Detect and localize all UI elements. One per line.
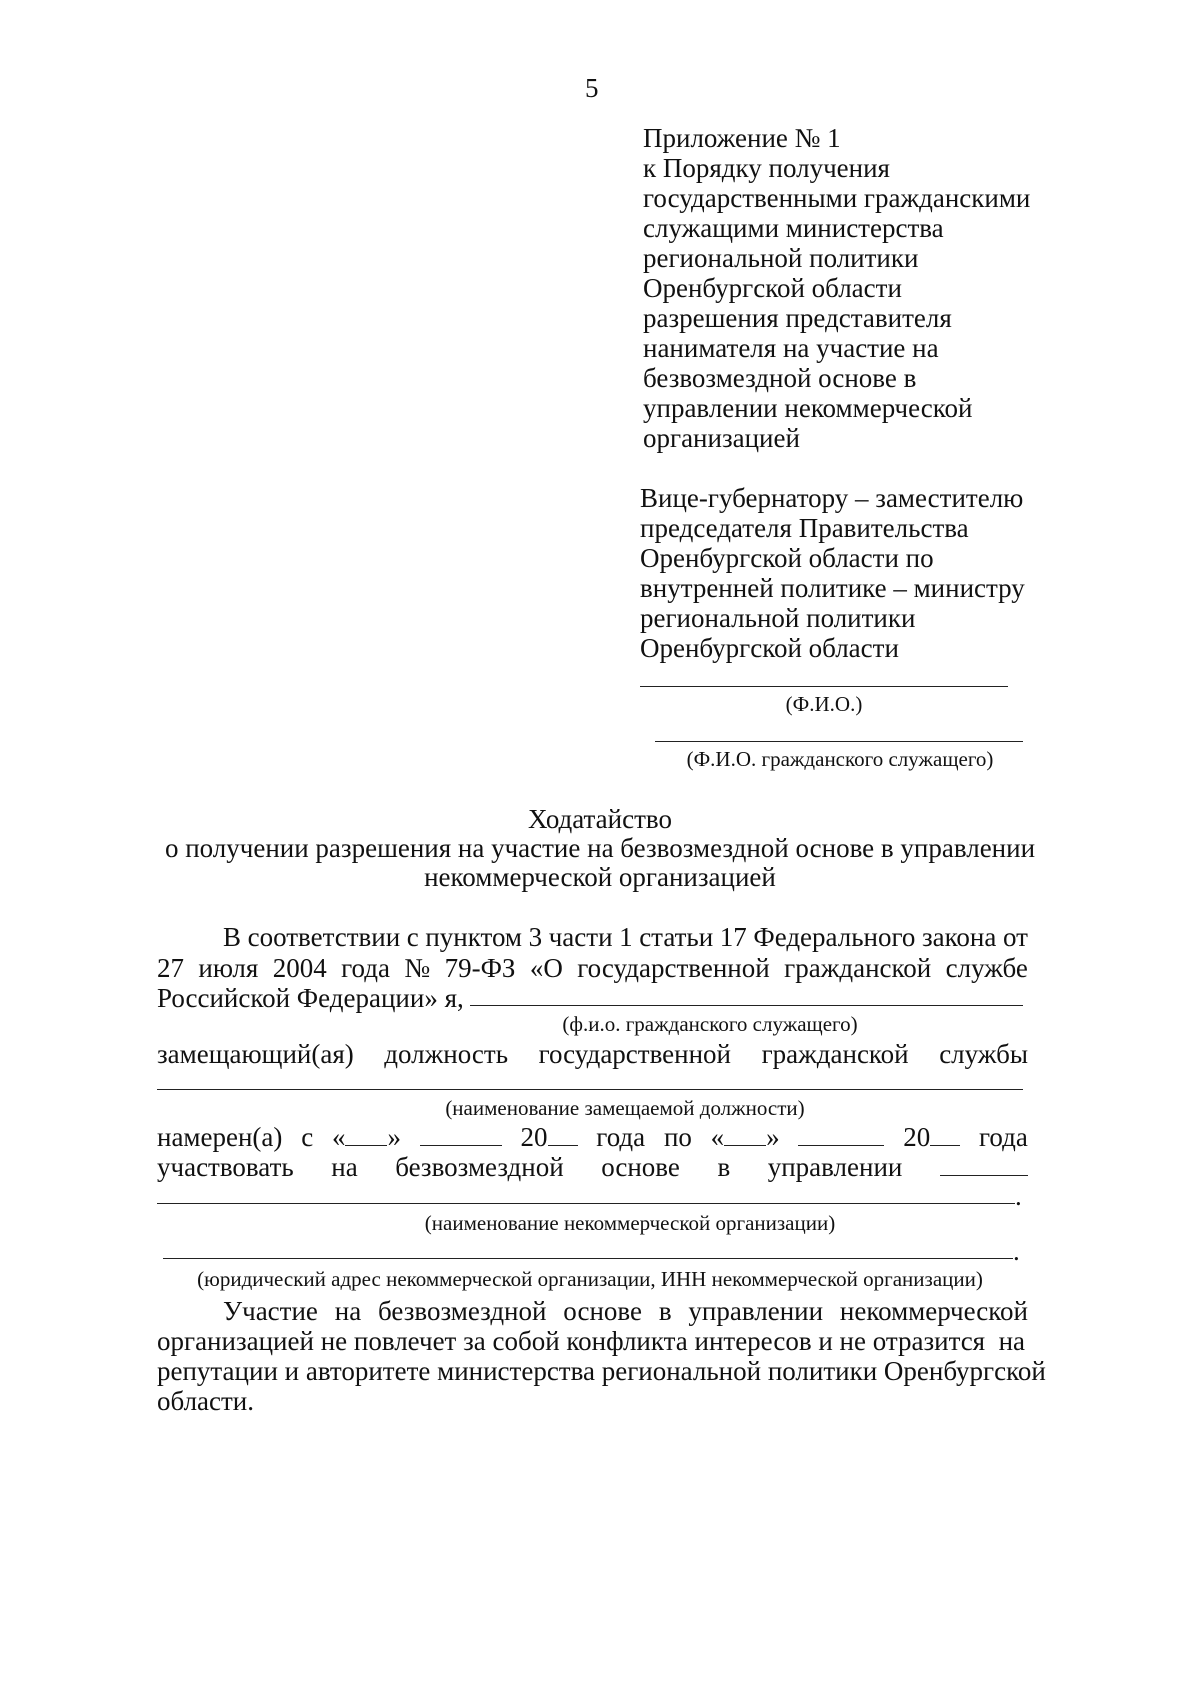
p1-line3: Российской Федерации» я, xyxy=(157,983,464,1013)
word: статьи xyxy=(639,922,714,952)
appendix-line: к Порядку получения xyxy=(643,153,890,183)
document-subtitle-line1: о получении разрешения на участие на безвозмездной основе в управлении xyxy=(164,833,1036,863)
caption-position: (наименование замещаемой должности) xyxy=(445,1096,805,1120)
p2-line3: репутации и авторитете министерства региональной политики Оренбургской xyxy=(157,1356,1046,1386)
word: управлении xyxy=(767,1152,903,1182)
date-from-day[interactable] xyxy=(332,1121,401,1153)
addressee-line: Оренбургской области по xyxy=(640,543,934,573)
word: года xyxy=(979,1122,1028,1152)
p1-line1 xyxy=(223,921,1028,953)
appendix-line: организацией xyxy=(643,423,800,453)
appendix-block xyxy=(643,123,1163,453)
p1-line2 xyxy=(157,952,1028,984)
word: 79-ФЗ xyxy=(444,953,516,983)
word: закона xyxy=(922,922,997,952)
addressee-block xyxy=(640,483,1160,663)
appendix-line: Приложение № 1 xyxy=(643,123,841,153)
caption-address: (юридический адрес некоммерческой организации, ИНН некоммерческой организации) xyxy=(197,1267,983,1291)
quote-open: « xyxy=(331,1122,346,1152)
word: В xyxy=(223,922,242,952)
word: намерен(а) xyxy=(157,1122,283,1152)
appendix-line: нанимателя на участие на xyxy=(643,333,939,363)
year-blank[interactable] xyxy=(930,1123,960,1146)
year-prefix: 20 xyxy=(520,1122,548,1152)
fio-line xyxy=(640,686,1008,687)
word: 17 xyxy=(719,922,747,952)
position-blank[interactable] xyxy=(157,1089,1023,1090)
appendix-line: государственными гражданскими xyxy=(643,183,1031,213)
caption-org: (наименование некоммерческой организации) xyxy=(424,1211,836,1235)
day-blank[interactable] xyxy=(345,1123,387,1146)
servant-fio-caption: (Ф.И.О. гражданского служащего) xyxy=(686,747,994,771)
caption-fio: (ф.и.о. гражданского служащего) xyxy=(562,1012,858,1036)
org-blank-start[interactable] xyxy=(940,1153,1028,1176)
appendix-line: Оренбургской области xyxy=(643,273,902,303)
word: по xyxy=(663,1122,692,1152)
addressee-line: Оренбургской области xyxy=(640,633,899,663)
word: года xyxy=(596,1122,646,1152)
appendix-line: безвозмездной основе в xyxy=(643,363,917,393)
word: «О xyxy=(529,953,563,983)
p1-line6-dates xyxy=(157,1121,1028,1153)
word: 27 xyxy=(157,953,184,983)
word: года xyxy=(341,953,390,983)
word: июля xyxy=(198,953,259,983)
p2-line1 xyxy=(223,1295,1028,1327)
word: управлении xyxy=(688,1296,824,1326)
document-title: Ходатайство xyxy=(528,804,672,834)
word: пунктом xyxy=(425,922,523,952)
word: государственной xyxy=(577,953,770,983)
word: соответствии xyxy=(247,922,401,952)
word: гражданской xyxy=(784,953,932,983)
appendix-line: разрешения представителя xyxy=(643,303,952,333)
year-prefix: 20 xyxy=(903,1122,931,1152)
servant-fio-line xyxy=(655,741,1023,742)
fio-caption: (Ф.И.О.) xyxy=(785,692,863,716)
org-dot: . xyxy=(1015,1181,1022,1211)
p1-line7 xyxy=(157,1151,1028,1183)
addressee-line: председателя Правительства xyxy=(640,513,969,543)
p2-line4: области. xyxy=(157,1386,255,1416)
word: части xyxy=(548,922,613,952)
word: от xyxy=(1002,922,1028,952)
word: № xyxy=(404,953,431,983)
word: основе xyxy=(601,1152,680,1182)
word: на xyxy=(334,1296,362,1326)
quote-open: « xyxy=(710,1122,725,1152)
date-from-year[interactable] xyxy=(521,1121,578,1153)
page-number: 5 xyxy=(585,73,599,103)
word: замещающий(ая) xyxy=(157,1039,354,1069)
word: государственной xyxy=(538,1039,732,1069)
servant-name-blank[interactable] xyxy=(470,1005,1023,1006)
appendix-line: служащими министерства xyxy=(643,213,944,243)
quote-close: » xyxy=(387,1122,401,1152)
word: гражданской xyxy=(761,1039,909,1069)
quote-close: » xyxy=(766,1122,780,1152)
word: безвозмездной xyxy=(378,1296,547,1326)
word: с xyxy=(301,1122,314,1152)
day-blank[interactable] xyxy=(724,1123,766,1146)
word: на xyxy=(331,1152,358,1182)
date-to-day[interactable] xyxy=(711,1121,780,1153)
document-subtitle-line2: некоммерческой организацией xyxy=(424,862,776,892)
word: участвовать xyxy=(157,1152,294,1182)
word: основе xyxy=(563,1296,642,1326)
address-dot: . xyxy=(1013,1236,1020,1266)
word: 2004 xyxy=(272,953,327,983)
org-name-blank[interactable] xyxy=(157,1203,1015,1204)
addressee-line: внутренней политике – министру xyxy=(640,573,1025,603)
appendix-line: региональной политики xyxy=(643,243,919,273)
word: с xyxy=(406,922,419,952)
word: службе xyxy=(945,953,1028,983)
p2-line2: организацией не повлечет за собой конфликта интересов и не отразится на xyxy=(157,1326,1026,1356)
date-to-year[interactable] xyxy=(903,1121,960,1153)
date-to-month-blank[interactable] xyxy=(798,1123,884,1146)
year-blank[interactable] xyxy=(548,1123,578,1146)
word: в xyxy=(717,1152,731,1182)
appendix-line: управлении некоммерческой xyxy=(643,393,973,423)
word: службы xyxy=(939,1039,1028,1069)
word: 3 xyxy=(528,922,543,952)
p1-line4 xyxy=(157,1038,1028,1070)
word: Федерального xyxy=(753,922,916,952)
org-address-blank[interactable] xyxy=(163,1258,1013,1259)
word: должность xyxy=(384,1039,509,1069)
addressee-line: региональной политики xyxy=(640,603,916,633)
addressee-line: Вице-губернатору – заместителю xyxy=(640,483,1024,513)
word: в xyxy=(658,1296,672,1326)
word: 1 xyxy=(619,922,633,952)
word: Участие xyxy=(223,1296,318,1326)
date-from-month-blank[interactable] xyxy=(420,1123,502,1146)
word: безвозмездной xyxy=(395,1152,564,1182)
word: некоммерческой xyxy=(839,1296,1028,1326)
